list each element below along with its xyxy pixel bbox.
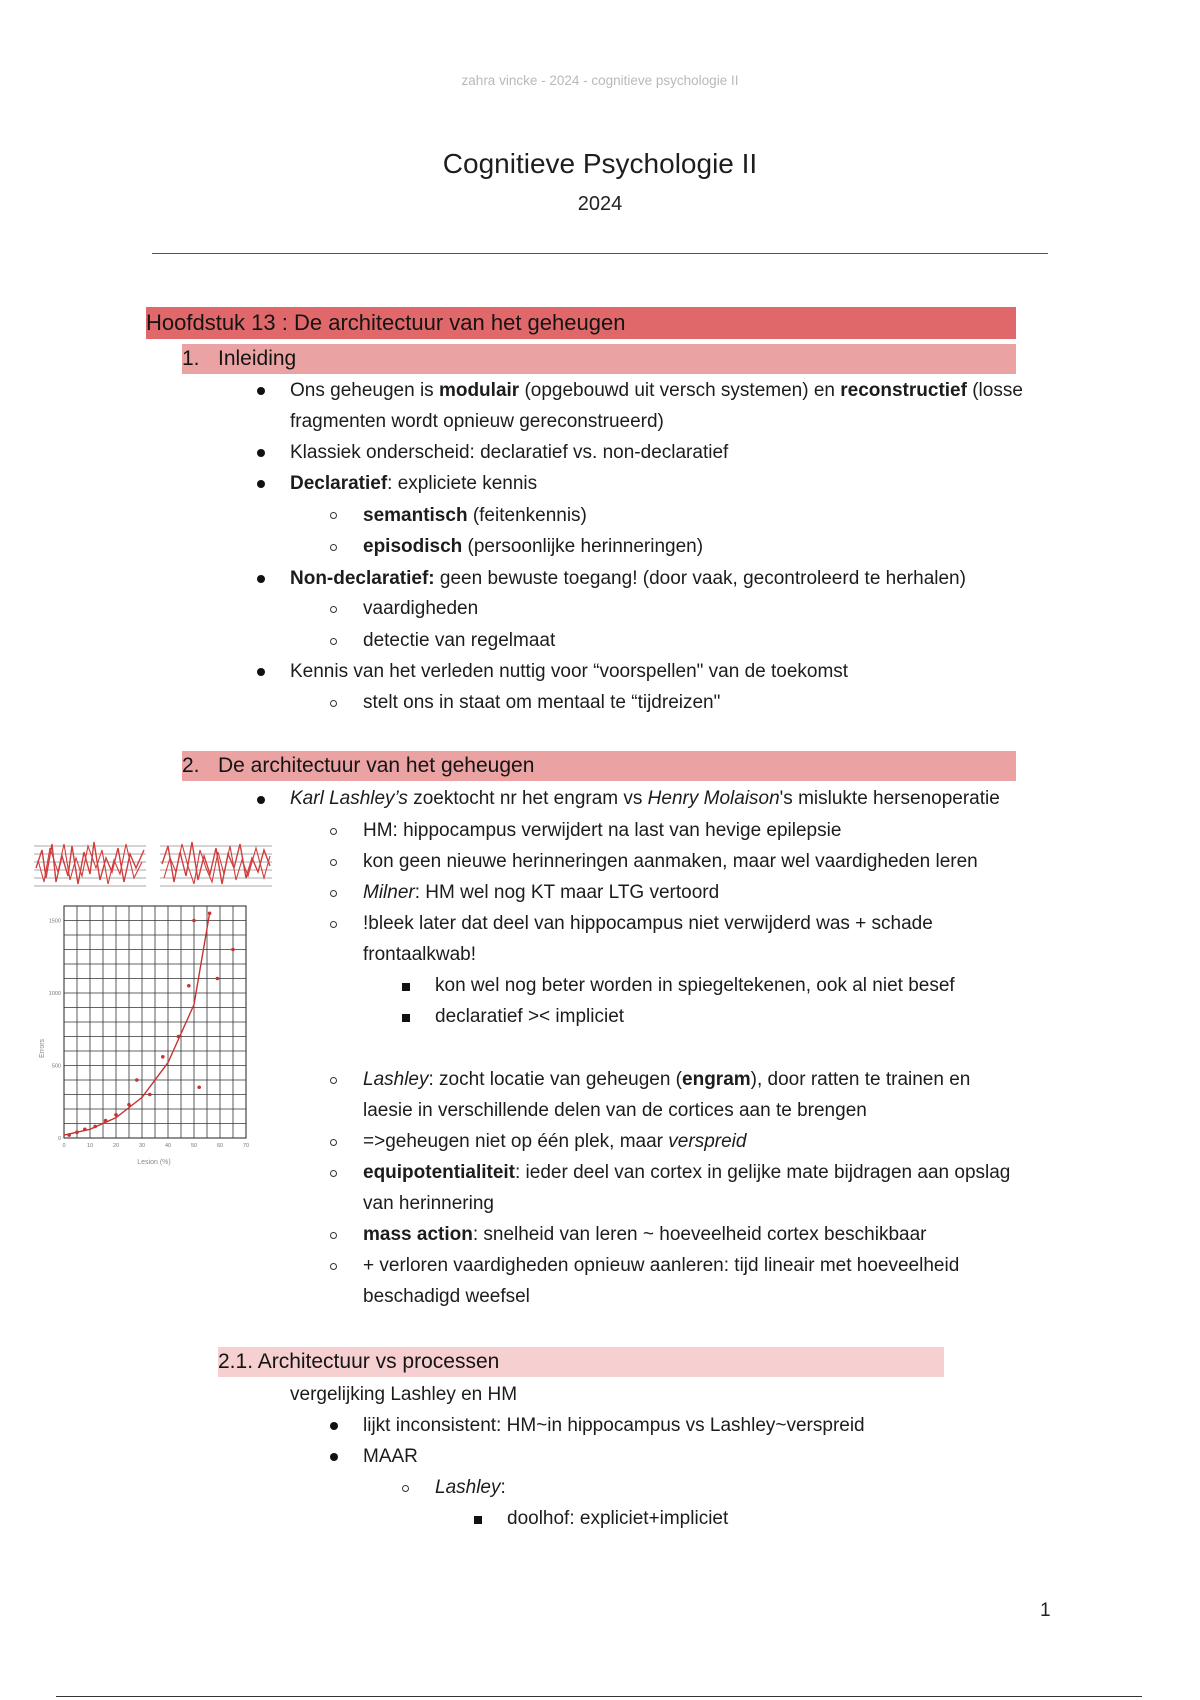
section-number: 2.	[182, 754, 200, 777]
sub-bullet-icon	[330, 859, 337, 866]
data-point	[104, 1119, 108, 1123]
document-year: 2024	[577, 193, 623, 215]
square-bullet-icon	[402, 1014, 410, 1022]
data-point	[135, 1078, 139, 1082]
section-title: De architectuur van het geheugen	[218, 754, 535, 777]
list-item-continuation: beschadigd weefsel	[363, 1286, 530, 1307]
list-item: doolhof: expliciet+impliciet	[507, 1508, 729, 1529]
list-item: Ons geheugen is modulair (opgebouwd uit versch systemen) en reconstructief (losse	[290, 380, 1023, 401]
section-number: 1.	[182, 347, 200, 370]
data-point	[216, 977, 220, 981]
x-axis-label: Lesion (%)	[137, 1159, 171, 1166]
sub-bullet-icon	[330, 1263, 337, 1270]
list-item-continuation: frontaalkwab!	[363, 944, 477, 965]
list-item: Milner: HM wel nog KT maar LTG vertoord	[363, 882, 720, 903]
bullet-icon	[257, 387, 265, 395]
section-title: Inleiding	[218, 347, 297, 370]
y-tick-label: 0	[57, 1136, 61, 1142]
data-point	[192, 919, 196, 923]
list-item: !bleek later dat deel van hippocampus niet verwijderd was + schade	[363, 913, 933, 934]
footer-divider	[56, 1696, 1142, 1697]
list-item: equipotentialiteit: ieder deel van cortex in gelijke mate bijdragen aan opslag	[363, 1162, 1011, 1183]
sub-bullet-icon	[330, 1077, 337, 1084]
data-point	[67, 1133, 71, 1137]
x-tick-label: 60	[216, 1143, 224, 1149]
x-tick-label: 20	[112, 1143, 120, 1149]
page-number: 1	[1040, 1600, 1051, 1621]
list-item-continuation: van herinnering	[363, 1193, 494, 1214]
bullet-icon	[257, 796, 265, 804]
data-point	[177, 1035, 181, 1039]
data-point	[114, 1113, 118, 1117]
list-item: Lashley:	[435, 1477, 506, 1498]
sub-bullet-icon	[330, 638, 337, 645]
data-point	[187, 984, 191, 988]
data-point	[83, 1128, 87, 1132]
list-item: HM: hippocampus verwijdert na last van hevige epilepsie	[363, 820, 842, 841]
sub-bullet-icon	[330, 544, 337, 551]
bullet-icon	[330, 1453, 338, 1461]
section-heading-inleiding	[182, 344, 1016, 374]
list-item: Declaratief: expliciete kennis	[290, 473, 538, 494]
list-item: lijkt inconsistent: HM~in hippocampus vs Lashley~verspreid	[363, 1415, 865, 1436]
list-item: =>geheugen niet op één plek, maar verspreid	[363, 1131, 747, 1152]
sub-bullet-icon	[330, 890, 337, 897]
scribble-traces	[34, 838, 272, 890]
list-item: episodisch (persoonlijke herinneringen)	[363, 536, 704, 557]
lesion-errors-plot	[49, 906, 249, 1149]
data-point	[75, 1130, 79, 1134]
sub-bullet-icon	[330, 606, 337, 613]
subsection-heading	[218, 1347, 944, 1377]
list-item: Karl Lashley’s zoektocht nr het engram vs Henry Molaison's mislukte hersenoperatie	[290, 788, 1000, 809]
data-point	[127, 1103, 131, 1107]
y-tick-label: 1000	[48, 991, 61, 997]
chapter-title: Hoofdstuk 13 : De architectuur van het geheugen	[146, 310, 626, 335]
bullet-icon	[257, 575, 265, 583]
data-point	[231, 948, 235, 952]
data-point	[93, 1125, 97, 1129]
list-item: declaratief >< impliciet	[435, 1006, 625, 1027]
x-tick-label: 70	[242, 1143, 250, 1149]
sub-bullet-icon	[330, 512, 337, 519]
chapter-heading	[146, 307, 1016, 339]
list-item: vaardigheden	[363, 598, 479, 619]
document-header-note: zahra vincke - 2024 - cognitieve psychologie II	[461, 73, 739, 88]
section-heading-architectuur	[182, 751, 1016, 781]
sub-bullet-icon	[330, 700, 337, 707]
sub-bullet-icon	[330, 828, 337, 835]
y-tick-label: 1500	[48, 918, 61, 925]
list-item: Klassiek onderscheid: declaratief vs. non-declaratief	[290, 442, 729, 463]
list-item-continuation: fragmenten wordt opnieuw gereconstrueerd)	[290, 411, 664, 432]
sub-bullet-icon	[330, 921, 337, 928]
sub-bullet-icon	[402, 1485, 409, 1492]
list-item: kon geen nieuwe herinneringen aanmaken, maar wel vaardigheden leren	[363, 851, 978, 872]
lashley-figure	[34, 838, 284, 1168]
bullet-icon	[257, 480, 265, 488]
square-bullet-icon	[402, 983, 410, 991]
sub-bullet-icon	[330, 1170, 337, 1177]
list-item: mass action: snelheid van leren ~ hoeveelheid cortex beschikbaar	[363, 1224, 927, 1245]
list-item: MAAR	[363, 1446, 418, 1467]
y-tick-label: 500	[51, 1063, 61, 1070]
document-title: Cognitieve Psychologie II	[442, 148, 758, 179]
list-item: kon wel nog beter worden in spiegeltekenen, ook al niet besef	[435, 975, 955, 996]
list-item: Lashley: zocht locatie van geheugen (engram), door ratten te trainen en	[363, 1069, 971, 1090]
data-point	[161, 1055, 165, 1059]
paragraph: vergelijking Lashley en HM	[290, 1384, 518, 1405]
list-item: detectie van regelmaat	[363, 630, 556, 651]
bullet-icon	[257, 668, 265, 676]
bullet-icon	[330, 1422, 338, 1430]
list-item: stelt ons in staat om mentaal te “tijdreizen"	[363, 692, 721, 713]
subsection-title: 2.1. Architectuur vs processen	[218, 1350, 500, 1373]
x-tick-label: 0	[62, 1143, 66, 1149]
list-item: Kennis van het verleden nuttig voor “voorspellen" van de toekomst	[290, 661, 849, 682]
data-point	[148, 1093, 152, 1097]
list-item: + verloren vaardigheden opnieuw aanleren: tijd lineair met hoeveelheid	[363, 1255, 960, 1276]
sub-bullet-icon	[330, 1139, 337, 1146]
list-item-continuation: laesie in verschillende delen van de cortices aan te brengen	[363, 1100, 867, 1121]
square-bullet-icon	[474, 1516, 482, 1524]
list-item: semantisch (feitenkennis)	[363, 505, 587, 526]
x-tick-label: 10	[86, 1143, 94, 1149]
data-point	[197, 1085, 201, 1089]
x-tick-label: 50	[190, 1143, 198, 1149]
x-tick-label: 40	[164, 1143, 172, 1149]
x-tick-label: 30	[138, 1143, 146, 1149]
data-point	[208, 911, 212, 915]
list-item: Non-declaratief: geen bewuste toegang! (door vaak, gecontroleerd te herhalen)	[290, 568, 966, 589]
bullet-icon	[257, 449, 265, 457]
title-divider	[152, 253, 1048, 254]
sub-bullet-icon	[330, 1232, 337, 1239]
y-axis-label: Errors	[39, 1038, 46, 1058]
